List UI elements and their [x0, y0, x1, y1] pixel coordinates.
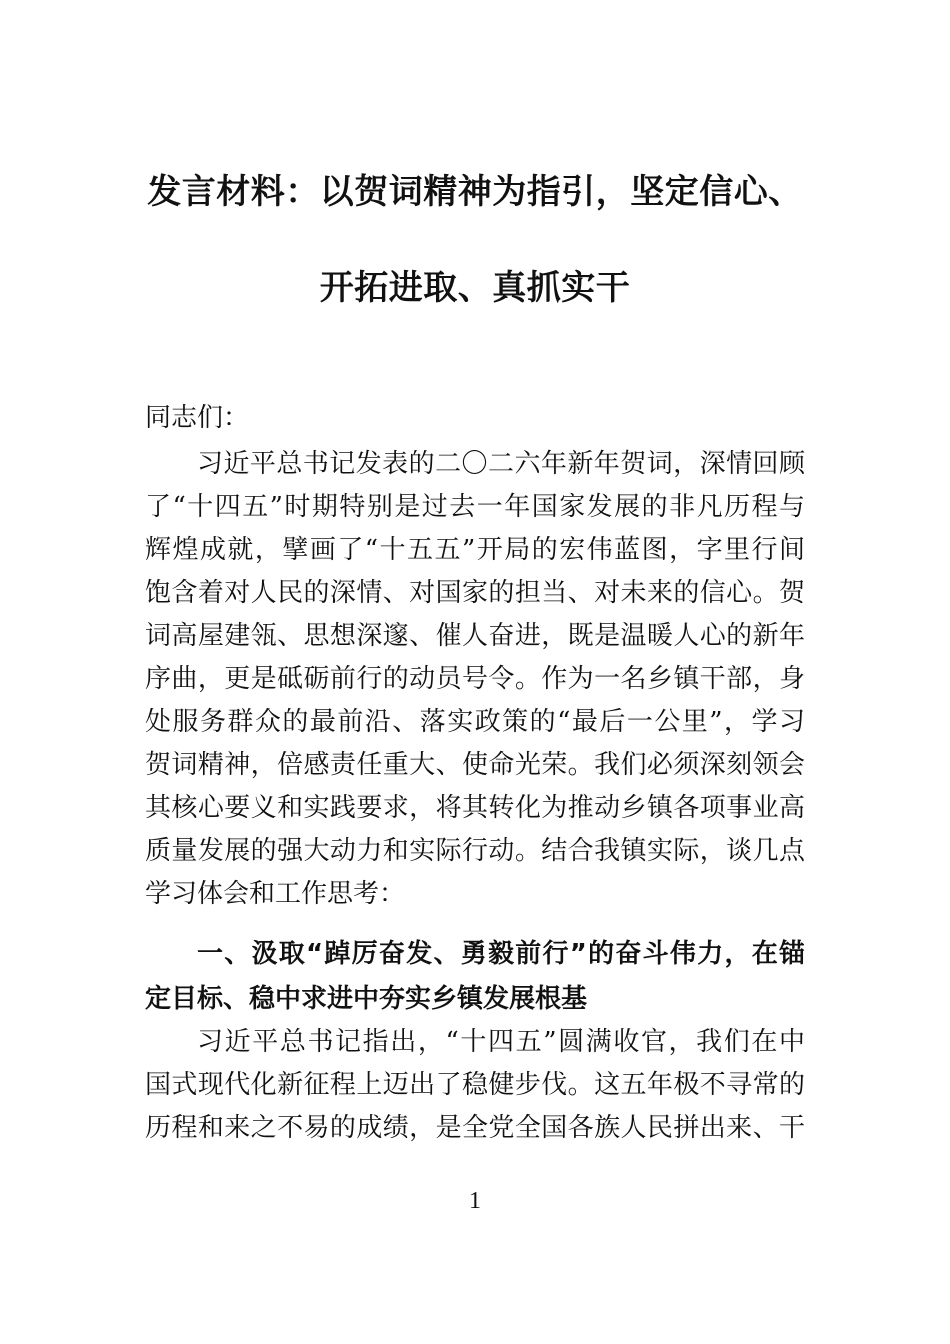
document-title-line-1: 发言材料：以贺词精神为指引，坚定信心、 [147, 172, 803, 212]
paragraph-line: 词高屋建瓴、思想深邃、催人奋进，既是温暖人心的新年 [145, 621, 805, 651]
paragraph-line: 辉煌成就，擘画了“十五五”开局的宏伟蓝图，字里行间 [145, 535, 805, 565]
paragraph-line: 序曲，更是砥砺前行的动员号令。作为一名乡镇干部，身 [145, 664, 805, 694]
paragraph-line: 习近平总书记指出，“十四五”圆满收官，我们在中 [197, 1027, 805, 1057]
paragraph-line: 了“十四五”时期特别是过去一年国家发展的非凡历程与 [145, 492, 805, 522]
paragraph-line: 处服务群众的最前沿、落实政策的“最后一公里”，学习 [145, 707, 805, 737]
paragraph-line: 学习体会和工作思考： [145, 879, 406, 909]
section-heading-line: 一、汲取“踔厉奋发、勇毅前行”的奋斗伟力，在锚 [197, 939, 805, 969]
section-heading-line: 定目标、稳中求进中夯实乡镇发展根基 [145, 984, 588, 1014]
paragraph-line: 国式现代化新征程上迈出了稳健步伐。这五年极不寻常的 [145, 1070, 805, 1100]
salutation: 同志们： [145, 403, 250, 433]
document-title-line-2: 开拓进取、真抓实干 [319, 268, 631, 308]
paragraph-line: 质量发展的强大动力和实际行动。结合我镇实际，谈几点 [145, 836, 805, 866]
page-number: 1 [469, 1188, 481, 1214]
paragraph-line: 饱含着对人民的深情、对国家的担当、对未来的信心。贺 [145, 578, 805, 608]
paragraph-line: 历程和来之不易的成绩，是全党全国各族人民拼出来、干 [145, 1113, 805, 1143]
paragraph-line: 其核心要义和实践要求，将其转化为推动乡镇各项事业高 [145, 793, 805, 823]
paragraph-line: 习近平总书记发表的二〇二六年新年贺词，深情回顾 [197, 449, 805, 479]
paragraph-line: 贺词精神，倍感责任重大、使命光荣。我们必须深刻领会 [145, 750, 805, 780]
